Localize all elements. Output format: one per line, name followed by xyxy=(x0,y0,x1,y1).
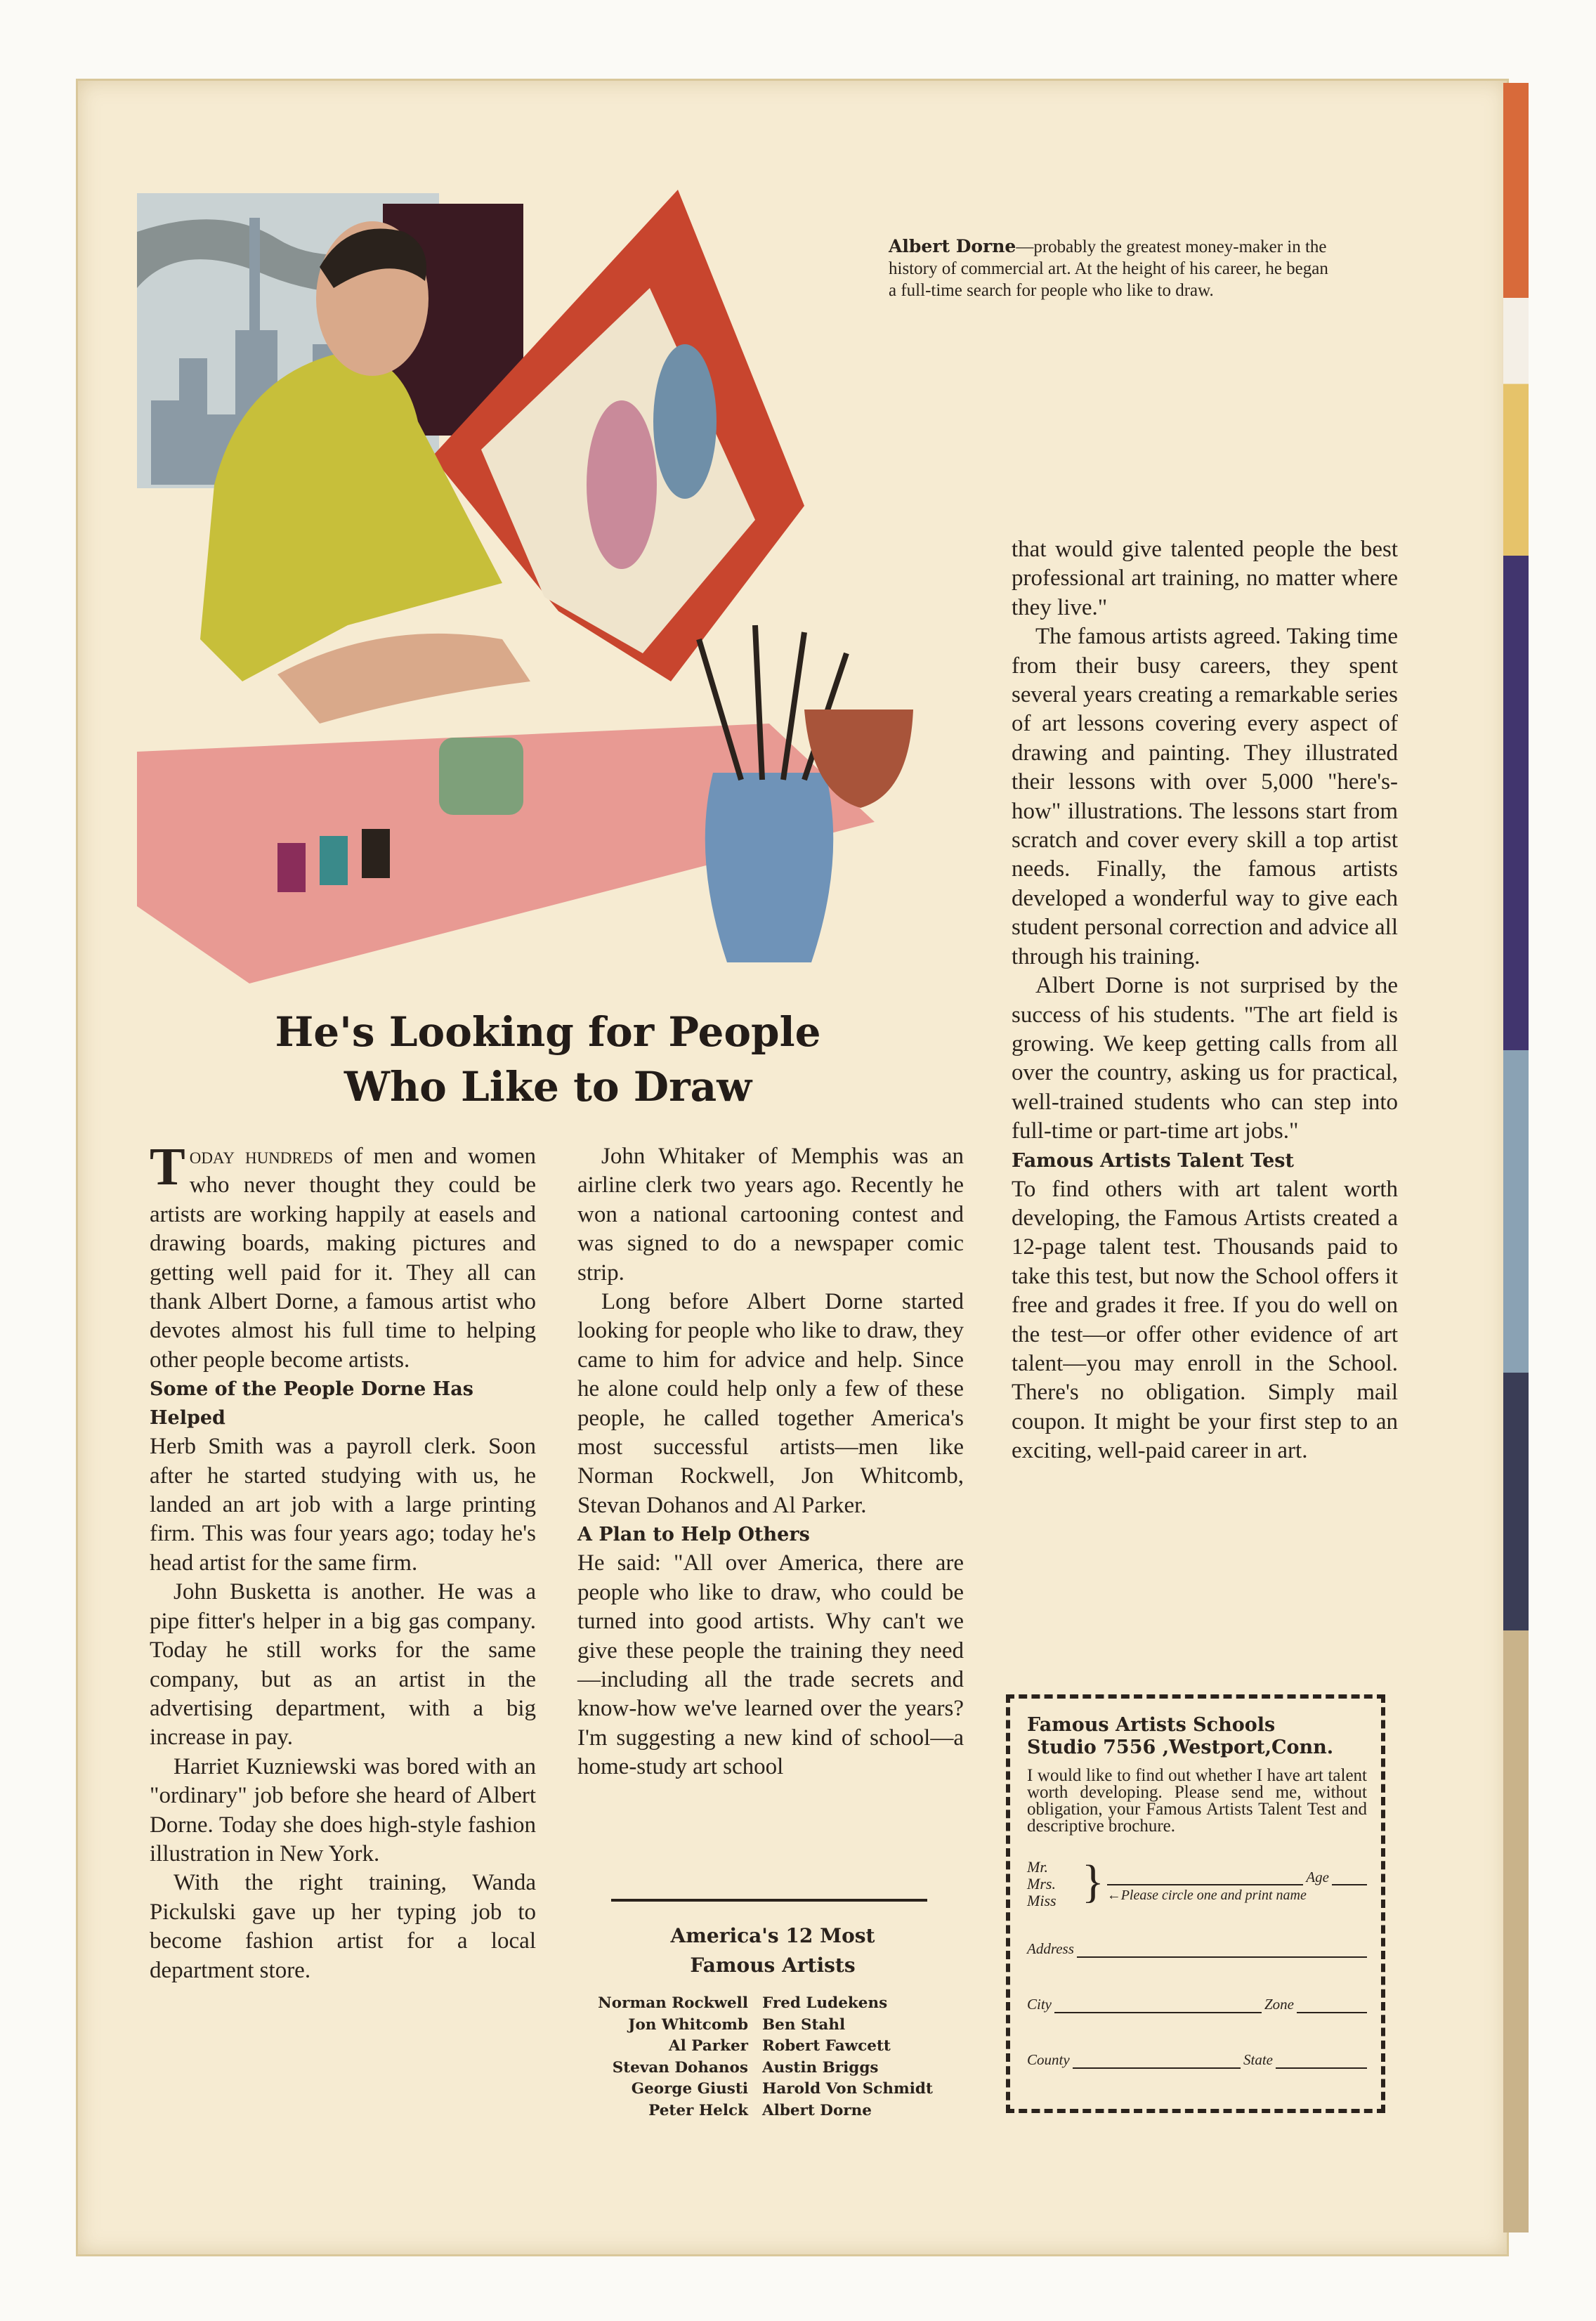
name-note: ←Please circle one and print name xyxy=(1106,1888,1307,1903)
coupon-address: Studio 7556 ,Westport,Conn. xyxy=(1027,1737,1334,1758)
name-blank xyxy=(1107,1871,1304,1885)
county-label: County xyxy=(1027,2051,1070,2068)
city-blank xyxy=(1054,1999,1262,2013)
salutation-mrs: Mrs. xyxy=(1027,1875,1056,1892)
address-blank xyxy=(1077,1944,1367,1958)
age-label: Age xyxy=(1306,1869,1329,1885)
divider xyxy=(611,1899,927,1902)
lead-smallcaps: oday hundreds xyxy=(189,1144,334,1169)
list-title-1: America's 12 Most xyxy=(670,1924,875,1947)
artist-name: Ben Stahl xyxy=(762,2015,846,2034)
intro-paragraph xyxy=(150,1137,536,1375)
headline-line-2: Who Like to Draw xyxy=(344,1063,752,1111)
state-label: State xyxy=(1243,2051,1273,2068)
drop-cap: T xyxy=(150,1137,185,1196)
column-3 xyxy=(1012,535,1398,1466)
address-field xyxy=(1027,1940,1367,1958)
artist-name: Fred Ludekens xyxy=(762,1994,888,2012)
brush-jar xyxy=(705,773,834,962)
subhead-talent-test: Famous Artists Talent Test xyxy=(1012,1149,1294,1172)
artist-name: Al Parker xyxy=(668,2037,748,2055)
headline-line-1: He's Looking for People xyxy=(275,1008,821,1056)
subhead-plan: A Plan to Help Others xyxy=(577,1524,810,1546)
drawing-man xyxy=(653,344,717,499)
paragraph: He said: "All over America, there are people who like to draw, who could be turned into good artists. Why can't we give these people the training they need—including all the trade secrets and know-how we've learned over the years? I'm suggesting a new kind of school—a home-study art school xyxy=(577,1550,964,1780)
paragraph: that would give talented people the best professional art training, no matter where they live." xyxy=(1012,537,1398,620)
adjacent-comic-edge xyxy=(1503,83,1529,2232)
drawing-woman xyxy=(587,400,657,569)
headline xyxy=(162,1005,934,1114)
address-label: Address xyxy=(1027,1940,1074,1957)
paragraph: John Busketta is another. He was a pipe fitter's helper in a big gas company. Today he still works for the same company, but as an artist in the advertising department, with a big increase in pay. xyxy=(150,1579,536,1751)
caption-name: Albert Dorne xyxy=(889,236,1016,256)
artist-names xyxy=(576,1993,969,2121)
state-blank xyxy=(1276,2055,1367,2069)
illustration-caption xyxy=(889,235,1338,301)
paragraph: Albert Dorne is not surprised by the success of his students. "The art field is growing. We keep getting calls from all over the country, asking us for practical, well-trained students who can step into full-time or part-time art jobs." xyxy=(1012,973,1398,1144)
paragraph: Long before Albert Dorne started looking for people who like to draw, they came to him for advice and help. Since he alone could help only a few of these people, he called together America's most successful artists—men like Norman Rockwell, Jon Whitcomb, Stevan Dohanos and Al Parker. xyxy=(577,1289,964,1518)
county-state-field xyxy=(1027,2051,1367,2069)
artist-name: Robert Fawcett xyxy=(762,2037,891,2055)
paragraph: With the right training, Wanda Pickulski gave up her typing job to become fashion artist for a local department store. xyxy=(150,1870,536,1983)
paint-tin xyxy=(439,738,523,815)
paragraph: To find others with art talent worth developing, the Famous Artists created a 12-page talent test. Thousands paid to take this test, but now the School offers it free and grades it free. If you do well on the test—or offer other evidence of art talent—you may enroll in the School. There's no obligation. Simply mail coupon. It might be your first step to an exciting, well-paid career in art. xyxy=(1012,1176,1398,1464)
name-field xyxy=(1027,1856,1367,1909)
man-arm xyxy=(277,634,530,724)
list-title-2: Famous Artists xyxy=(690,1954,856,1977)
salutation-mr: Mr. xyxy=(1027,1858,1048,1876)
mail-coupon xyxy=(1006,1694,1385,2113)
zone-label: Zone xyxy=(1264,1996,1294,2013)
zone-blank xyxy=(1297,1999,1367,2013)
artist-illustration xyxy=(137,190,917,990)
artist-name: Peter Helck xyxy=(648,2101,748,2119)
artist-name: Harold Von Schmidt xyxy=(762,2080,933,2098)
brace-icon: } xyxy=(1082,1856,1104,1907)
artist-name: Jon Whitcomb xyxy=(628,2015,748,2034)
caption-text: —probably the greatest money-maker in the history of commercial art. At the height of his career, he began a full-time search for people who like to draw. xyxy=(889,237,1328,300)
county-blank xyxy=(1073,2055,1241,2069)
age-blank xyxy=(1332,1871,1367,1885)
famous-artists-list xyxy=(576,1921,969,2121)
column-1 xyxy=(150,1137,536,1985)
paragraph: The famous artists agreed. Taking time from their busy careers, they spent several years creating a remarkable series of art lessons covering every aspect of drawing and painting. They illustrated their lessons with over 5,000 "here's-how" illustrations. The lessons start from scratch and cover every skill a top artist needs. Finally, the famous artists developed a wonderful way to give each student personal correction and advice all through his training. xyxy=(1012,624,1398,969)
column-2 xyxy=(577,1142,964,1782)
artist-name: Austin Briggs xyxy=(762,2058,879,2077)
city-label: City xyxy=(1027,1996,1052,2013)
artist-name: George Giusti xyxy=(631,2080,748,2098)
salutation-miss: Miss xyxy=(1027,1892,1057,1909)
coupon-title: Famous Artists Schools xyxy=(1027,1714,1276,1736)
intro-text: of men and women who never thought they could be artists are working happily at easels and drawing boards, making pictures and getting well paid for it. They all can thank Albert Dorne, a famous artist who devotes almost his full time to helping other people become artists. xyxy=(150,1144,536,1373)
coupon-body: I would like to find out whether I have art talent worth developing. Please send me, without obligation, your Famous Artists Talent Test and descriptive brochure. xyxy=(1027,1766,1367,1836)
paragraph: Harriet Kuzniewski was bored with an "ordinary" job before she heard of Albert Dorne. Today she does high-style fashion illustration in New York. xyxy=(150,1753,536,1866)
subhead-people-helped: Some of the People Dorne Has Helped xyxy=(150,1378,473,1430)
paragraph: John Whitaker of Memphis was an airline clerk two years ago. Recently he won a national cartooning contest and was signed to do a newspaper comic strip. xyxy=(577,1144,964,1286)
artist-name: Albert Dorne xyxy=(762,2101,872,2119)
city-zone-field xyxy=(1027,1996,1367,2013)
artist-name: Norman Rockwell xyxy=(598,1994,748,2012)
paragraph: Herb Smith was a payroll clerk. Soon after he started studying with us, he landed an art job with a large printing firm. This was four years ago; today he's head artist for the same firm. xyxy=(150,1434,536,1576)
artist-name: Stevan Dohanos xyxy=(612,2058,748,2077)
